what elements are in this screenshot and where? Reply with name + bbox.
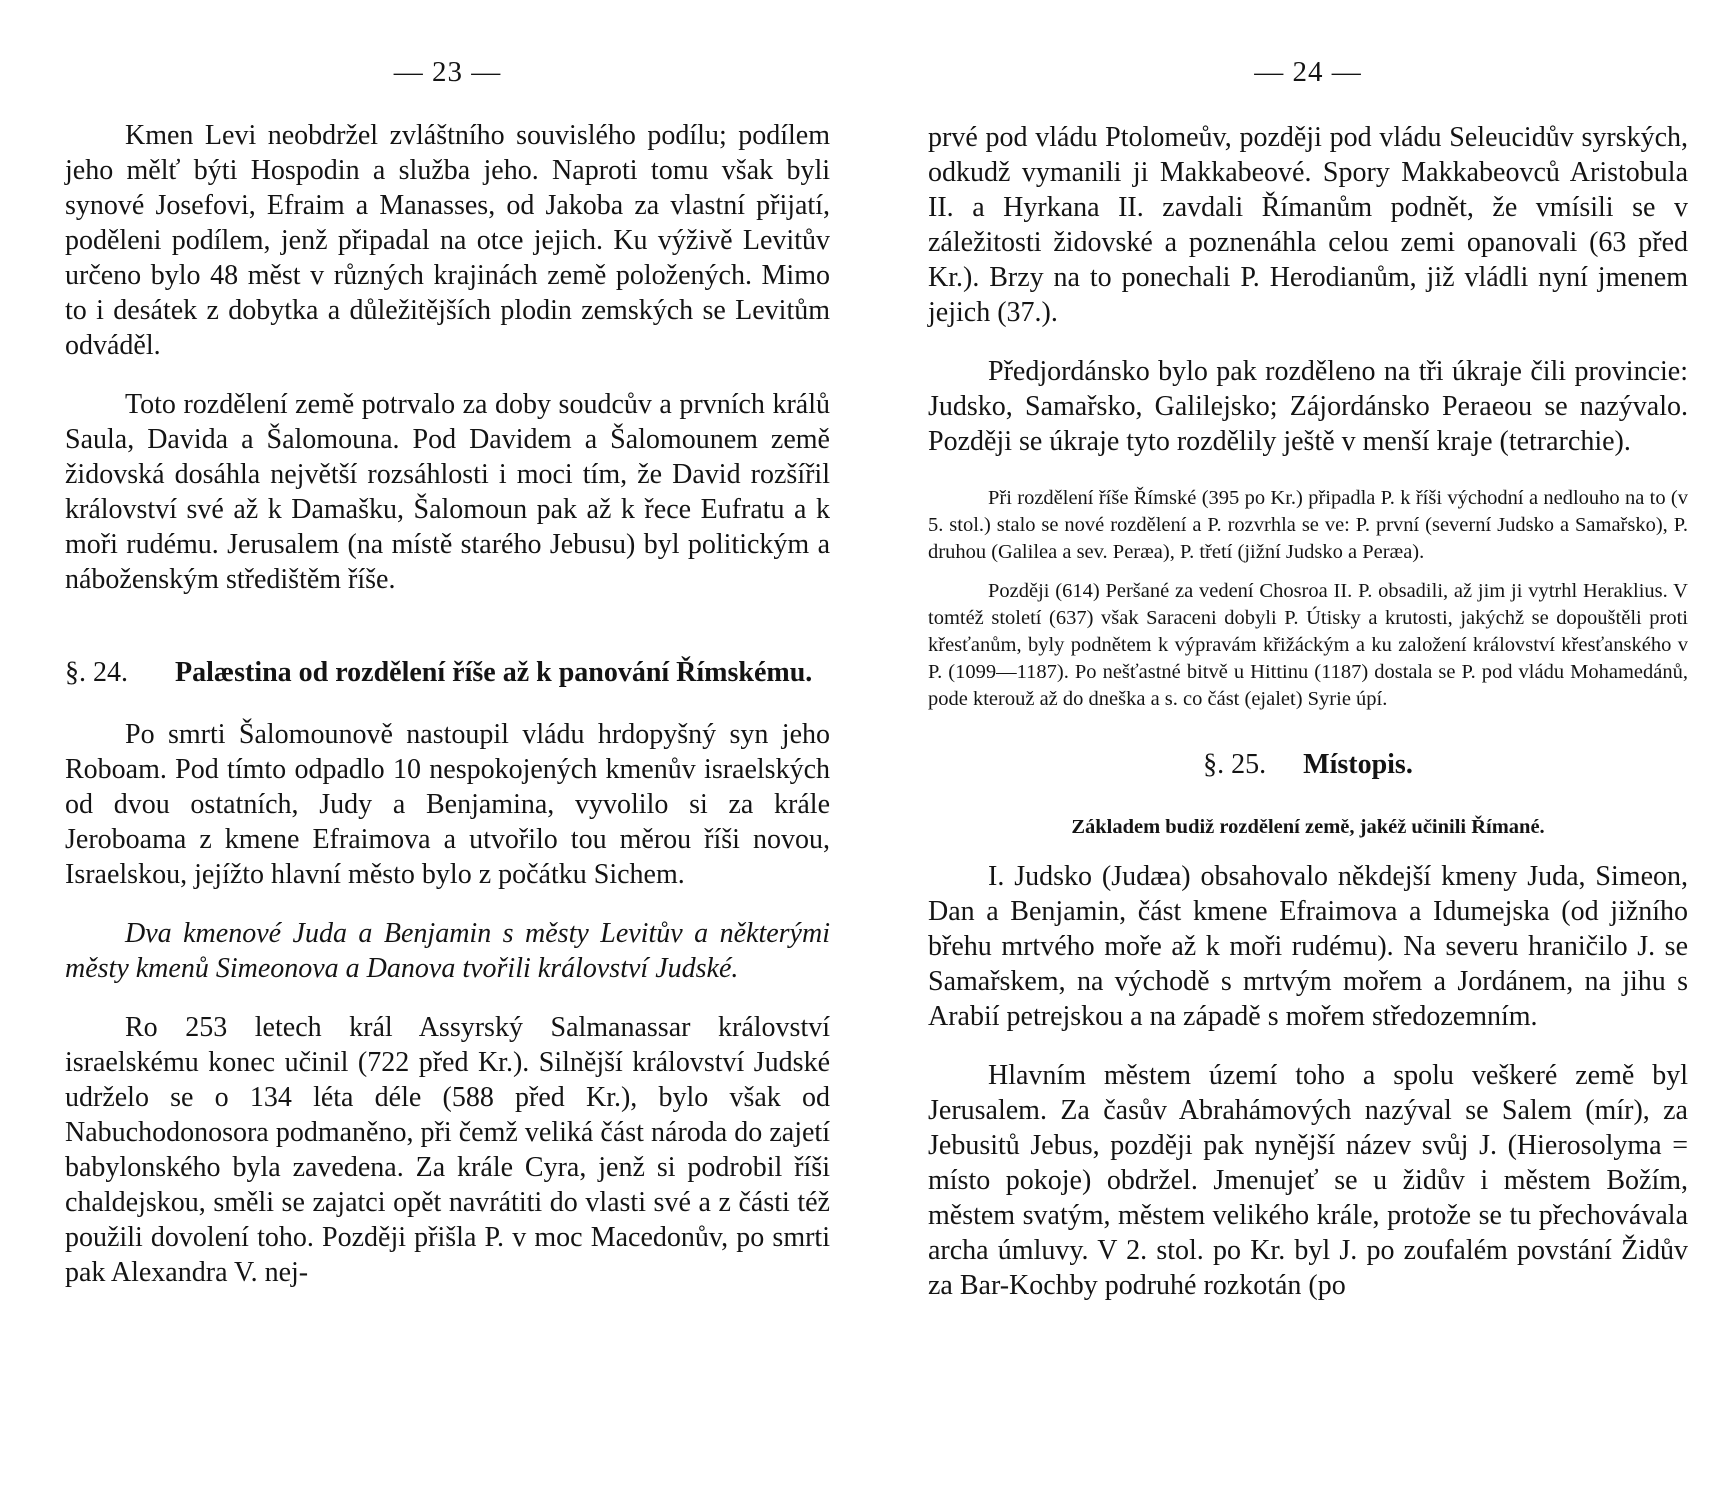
paragraph: I. Judsko (Judæa) obsahovalo někdejší kmeny Juda, Simeon, Dan a Benjamin, část kmene Efraimova a Idumejska (od jižního břehu mrtvého moře až k moři rudému). Na severu hraničilo J. se Samařskem, na východě s mrtvým mořem a Jordánem, na jihu s Arabií petrejskou a na západě s mořem středozemním. bbox=[928, 861, 1688, 1032]
left-page bbox=[65, 0, 830, 1500]
left-page-body bbox=[65, 118, 830, 1290]
paragraph: Dva kmenové Juda a Benjamin s městy Levitův a některými městy kmenů Simeonova a Danova tvořili království Judské. bbox=[65, 918, 830, 984]
section-title: Palæstina od rozdělení říše až k panování Římskému. bbox=[175, 657, 813, 688]
footnote: Při rozdělení říše Římské (395 po Kr.) připadla P. k říši východní a nedlouho na to (v 5. stol.) stalo se nové rozdělení a P. rozvrhla se ve: P. první (severní Judsko a Samařsko), P. druhou (Galilea a sev. Peræa), P. třetí (jižní Judsko a Peræa). bbox=[928, 487, 1688, 563]
right-page bbox=[928, 0, 1688, 1500]
page-number: — 24 — bbox=[1254, 56, 1362, 88]
paragraph: Hlavním městem území toho a spolu veškeré země byl Jerusalem. Za časův Abrahámových nazýval se Salem (mír), za Jebusitů Jebus, později pak nynější název svůj J. (Hierosolyma = místo pokoje) obdržel. Jmenujeť se u židův i městem Božím, městem svatým, městem velikého krále, protože se tu přechovávala archa úmluvy. V 2. stol. po Kr. byl J. po zoufalém povstání Židův za Bar-Kochby podruhé rozkotán (po bbox=[928, 1060, 1688, 1301]
page-number: — 23 — bbox=[393, 56, 502, 88]
footnote: Později (614) Peršané za vedení Chosroa II. P. obsadili, až jim ji vytrhl Heraklius. V tomtéž století (637) však Saraceni dobyli P. Útisky a krutosti, jakýchž se dopouštěli proti křesťanům, byly podnětem k výpravám křižáckým a ku založení království křesťanského v P. (1099—1187). Po nešťastné bitvě u Hittinu (1187) dostala se P. pod vládu Mohamedánů, pode kterouž až do dneška a s. co část (ejalet) Syrie úpí. bbox=[928, 580, 1688, 710]
paragraph: prvé pod vládu Ptolomeův, později pod vládu Seleucidův syrských, odkudž vymanili ji Makkabeové. Spory Makkabeovců Aristobula II. a Hyrkana II. zavdali Římanům podnět, že vmísili se v záležitosti židovské a poznenáhla celou zemi opanovali (63 před Kr.). Brzy na to ponechali P. Herodianům, již vládli nyní jmenem jejich (37.). bbox=[928, 122, 1688, 328]
paragraph: Předjordánsko bylo pak rozděleno na tři úkraje čili provincie: Judsko, Samařsko, Galilejsko; Zájordánsko Peraeou se nazývalo. Později se úkraje tyto rozdělily ještě v menší kraje (tetrarchie). bbox=[928, 356, 1688, 457]
section-number: §. 25. bbox=[1203, 749, 1267, 780]
paragraph: Toto rozdělení země potrvalo za doby soudcův a prvních králů Saula, Davida a Šalomouna. Pod Davidem a Šalomounem země židovská dosáhla největší rozsáhlosti i moci tím, že David rozšířil království své až k Damašku, Šalomoun pak až k řece Eufratu a k moři rudému. Jerusalem (na místě starého Jebusu) byl politickým a náboženským středištěm říše. bbox=[65, 389, 830, 595]
paragraph: Ro 253 letech král Assyrský Salmanassar království israelskému konec učinil (722 před Kr.). Silnější království Judské udrželo se o 134 léta déle (588 před Kr.), bylo však od Nabuchodonosora podmaněno, při čemž veliká část národa do zajetí babylonského byla zavedena. Za krále Cyra, jenž si podrobil říši chaldejskou, směli se zajatci opět navrátiti do vlasti své a z části též použili dovolení toho. Později přišla P. v moc Macedonův, po smrti pak Alexandra V. nej- bbox=[65, 1012, 830, 1288]
section-title: Místopis. bbox=[1303, 749, 1413, 780]
section-motto: Základem budiž rozdělení země, jakéž učinili Římané. bbox=[1071, 816, 1545, 838]
section-number: §. 24. bbox=[65, 657, 128, 688]
right-page-body bbox=[928, 120, 1688, 1303]
paragraph: Po smrti Šalomounově nastoupil vládu hrdopyšný syn jeho Roboam. Pod tímto odpadlo 10 nespokojených kmenův israelských od dvou ostatních, Judy a Benjamina, vyvolilo si za krále Jeroboama z kmene Efraimova a utvořilo tou měrou říši novou, Israelskou, jejížto hlavní město bylo z počátku Sichem. bbox=[65, 719, 830, 890]
section-heading bbox=[65, 655, 830, 691]
section-heading bbox=[928, 747, 1688, 783]
paragraph: Kmen Levi neobdržel zvláštního souvislého podílu; podílem jeho mělť býti Hospodin a služba jeho. Naproti tomu však byli synové Josefovi, Efraim a Manasses, od Jakoba za vlastní přijatí, poděleni podílem, jenž připadal na otce jejich. Ku výživě Levitův určeno bylo 48 měst v různých krajinách země položených. Mimo to i desátek z dobytka a důležitějších plodin zemských se Levitům odváděl. bbox=[65, 120, 830, 361]
